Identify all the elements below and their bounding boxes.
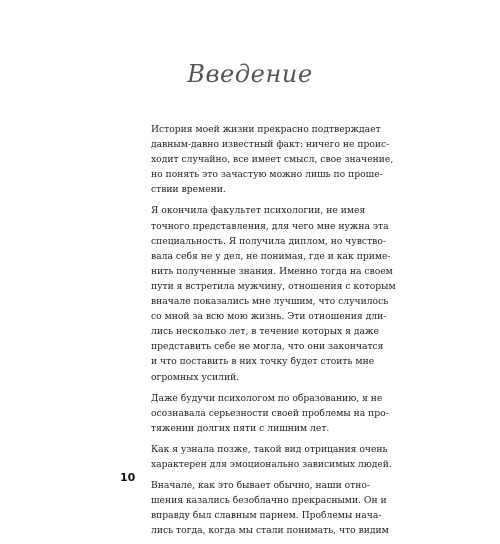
- text-line: вначале показались мне лучшим, что случилось: [151, 296, 389, 308]
- text-line: История моей жизни прекрасно подтверждает: [151, 124, 381, 135]
- chapter-title: Введение: [187, 60, 313, 88]
- text-line: лись несколько лет, в течение которых я даже: [151, 326, 379, 338]
- text-line: ходит случайно, все имеет смысл, свое значение,: [151, 154, 394, 166]
- paragraph: [143, 478, 389, 538]
- text-line: шения казались безоблачно прекрасными. Он и: [151, 495, 387, 507]
- text-line: специальность. Я получила диплом, но чувство-: [151, 235, 386, 247]
- text-line: характерен для эмоционально зависимых людей.: [151, 458, 392, 470]
- text-line: осознавала серьезности своей проблемы на про-: [151, 407, 389, 419]
- text-line: Даже будучи психологом по образованию, я не: [151, 392, 383, 404]
- page-number: 10: [120, 471, 136, 484]
- text-line: представить себе не могла, что они закончатся: [151, 341, 384, 353]
- text-line: вправду был славным парнем. Проблемы нача-: [151, 510, 382, 522]
- paragraph: [143, 442, 392, 472]
- text-line: лись тогда, когда мы стали понимать, что видим: [151, 525, 389, 537]
- text-line: но понять это зачастую можно лишь по проше-: [151, 169, 383, 181]
- paragraph: [143, 122, 394, 197]
- text-line: тяжении долгих пяти с лишним лет.: [151, 422, 330, 434]
- text-line: нить полученные знания. Именно тогда на своем: [151, 265, 393, 277]
- text-line: Вначале, как это бывает обычно, наши отно-: [151, 480, 371, 492]
- text-line: Как я узнала позже, такой вид отрицания очень: [151, 443, 388, 455]
- text-line: пути я встретила мужчину, отношения с которым: [151, 280, 396, 292]
- body-text: [143, 122, 396, 544]
- text-line: давным-давно известный факт: ничего не проис-: [151, 139, 390, 151]
- text-line: и что поставить в них точку будет стоить мне: [151, 356, 375, 368]
- paragraph: [143, 391, 389, 436]
- text-line: точного представления, для чего мне нужна эта: [151, 220, 389, 232]
- text-line: вала себя не у дел, не понимая, где и как приме-: [151, 250, 391, 262]
- text-line: ствии времени.: [151, 184, 226, 196]
- text-line: Я окончила факультет психологии, не имея: [151, 205, 366, 217]
- text-line: со мной за всю мою жизнь. Эти отношения дли-: [151, 311, 387, 323]
- paragraph: [143, 203, 396, 384]
- text-line: огромных усилий.: [151, 371, 240, 383]
